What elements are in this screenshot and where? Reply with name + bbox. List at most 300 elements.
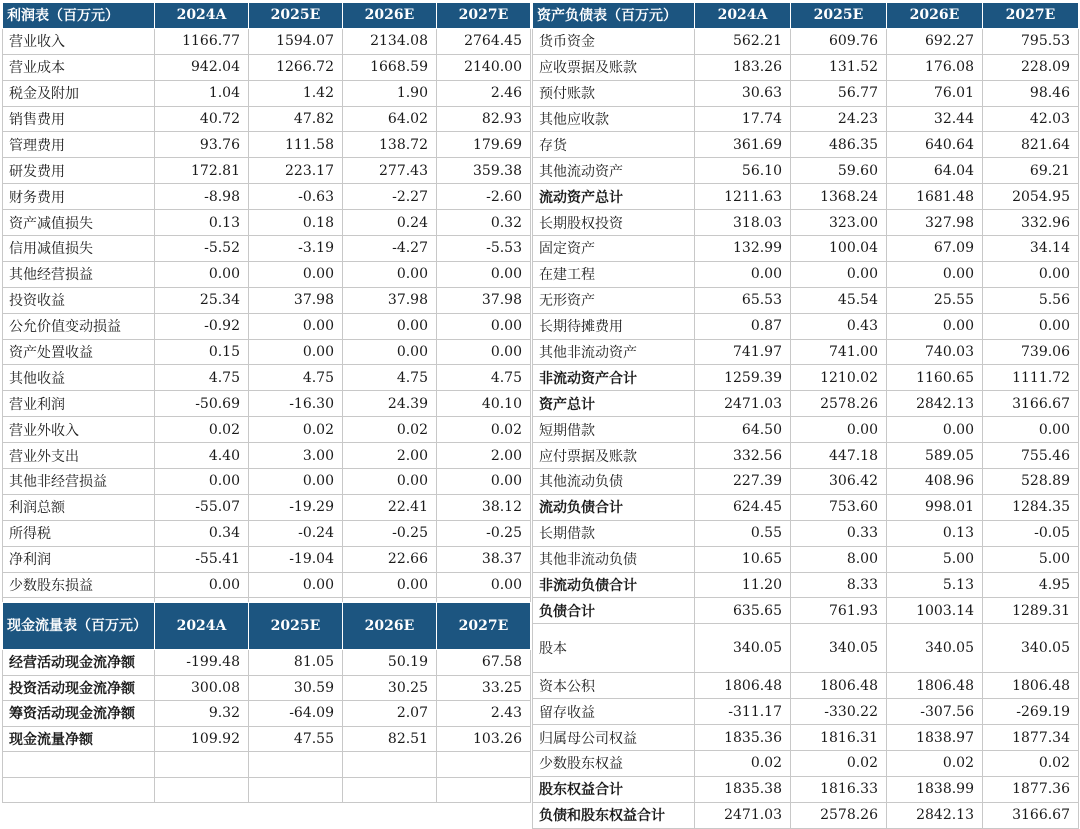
income-row [3,417,531,443]
balance-year-header: 2026E [887,3,983,29]
income-cell: 22.41 [343,494,437,520]
balance-cell: 0.02 [695,751,791,777]
balance-cell: 528.89 [983,469,1079,495]
cashflow-row [3,701,531,727]
balance-cell: 1877.36 [983,776,1079,802]
balance-cell: 5.00 [983,546,1079,572]
cashflow-cell: 67.58 [437,650,531,676]
income-row [3,520,531,546]
income-row [3,210,531,236]
balance-cell: 340.05 [887,624,983,673]
cashflow-empty-cell [249,777,343,803]
balance-row [533,106,1079,132]
cashflow-empty-cell [343,777,437,803]
balance-row [533,469,1079,495]
balance-cell: 0.02 [887,751,983,777]
income-row [3,261,531,287]
balance-cell: -269.19 [983,699,1079,725]
income-cell: 37.98 [249,287,343,313]
income-cell: 37.98 [437,287,531,313]
income-cell: 25.34 [155,287,249,313]
balance-row [533,210,1079,236]
income-cell: -3.19 [249,236,343,262]
balance-cell: 1003.14 [887,598,983,624]
balance-row-label: 其他流动资产 [533,158,695,184]
income-cell: 0.13 [155,210,249,236]
income-cell: -5.53 [437,236,531,262]
income-cell: 4.75 [343,365,437,391]
balance-cell: 132.99 [695,236,791,262]
balance-cell: 562.21 [695,28,791,54]
balance-cell: 56.10 [695,158,791,184]
income-cell: 0.00 [437,469,531,495]
income-year-header: 2024A [155,3,249,29]
income-cell: 40.10 [437,391,531,417]
income-cell: 0.00 [249,313,343,339]
balance-cell: 1816.31 [791,725,887,751]
income-row [3,132,531,158]
balance-cell: 306.42 [791,469,887,495]
balance-cell: 67.09 [887,236,983,262]
balance-cell: 2842.13 [887,802,983,828]
balance-row [533,546,1079,572]
balance-cell: 640.64 [887,132,983,158]
balance-row-label: 预付账款 [533,80,695,106]
income-row-label: 营业外支出 [3,443,155,469]
income-row [3,287,531,313]
cashflow-empty-cell [249,752,343,778]
balance-row-label: 长期股权投资 [533,210,695,236]
cashflow-cell: 33.25 [437,675,531,701]
income-cell: 0.00 [437,261,531,287]
income-cell: 24.39 [343,391,437,417]
balance-row-label: 在建工程 [533,261,695,287]
income-cell: 0.24 [343,210,437,236]
balance-cell: 1160.65 [887,365,983,391]
income-cell: 138.72 [343,132,437,158]
balance-row-label: 流动负债合计 [533,494,695,520]
income-cell: 4.75 [155,365,249,391]
income-row [3,546,531,572]
balance-cell: 635.65 [695,598,791,624]
balance-cell: 0.55 [695,520,791,546]
income-cell: -0.63 [249,184,343,210]
balance-cell: 408.96 [887,469,983,495]
balance-cell: 795.53 [983,28,1079,54]
income-row-label: 营业成本 [3,54,155,80]
income-cell: 0.00 [155,469,249,495]
income-cell: 0.18 [249,210,343,236]
income-year-header: 2026E [343,3,437,29]
income-row [3,106,531,132]
balance-cell: 5.13 [887,572,983,598]
income-row-label: 其他非经营损益 [3,469,155,495]
income-cell: 0.00 [343,313,437,339]
income-cell: 1166.77 [155,28,249,54]
balance-row [533,313,1079,339]
cashflow-row-label: 筹资活动现金流净额 [3,701,155,727]
balance-cell: 42.03 [983,106,1079,132]
cashflow-row-label: 投资活动现金流净额 [3,675,155,701]
balance-cell: 318.03 [695,210,791,236]
income-cell: -4.27 [343,236,437,262]
balance-cell: 761.93 [791,598,887,624]
income-year-header: 2025E [249,3,343,29]
income-row-label: 财务费用 [3,184,155,210]
balance-row [533,520,1079,546]
income-cell: 1.42 [249,80,343,106]
balance-row-label: 其他非流动负债 [533,546,695,572]
income-row-label: 其他收益 [3,365,155,391]
balance-cell: 8.00 [791,546,887,572]
income-row-label: 公允价值变动损益 [3,313,155,339]
cashflow-empty-cell [343,752,437,778]
income-cell: 0.00 [343,572,437,598]
balance-cell: 624.45 [695,494,791,520]
balance-row [533,725,1079,751]
income-statement-table [2,2,531,624]
income-row [3,469,531,495]
balance-cell: 25.55 [887,287,983,313]
balance-row [533,391,1079,417]
balance-cell: 332.56 [695,443,791,469]
balance-row-label: 负债和股东权益合计 [533,802,695,828]
balance-row [533,287,1079,313]
income-cell: 2134.08 [343,28,437,54]
income-cell: 0.00 [343,261,437,287]
income-row-label: 营业外收入 [3,417,155,443]
balance-row-label: 非流动资产合计 [533,365,695,391]
balance-row [533,184,1079,210]
income-cell: 3.00 [249,443,343,469]
balance-row [533,673,1079,699]
cashflow-row [3,675,531,701]
balance-cell: 1111.72 [983,365,1079,391]
income-year-header: 2027E [437,3,531,29]
income-row [3,494,531,520]
income-cell: 1.04 [155,80,249,106]
cashflow-header-row [3,603,531,650]
income-cell: 0.00 [437,572,531,598]
income-cell: 22.66 [343,546,437,572]
balance-row [533,751,1079,777]
cash-flow-table [2,602,531,803]
balance-cell: 1806.48 [983,673,1079,699]
balance-cell: 8.33 [791,572,887,598]
income-cell: -2.60 [437,184,531,210]
income-cell: 0.32 [437,210,531,236]
income-row-label: 所得税 [3,520,155,546]
income-cell: 172.81 [155,158,249,184]
cashflow-title: 现金流量表（百万元） [3,603,155,650]
cashflow-empty-cell [437,777,531,803]
balance-cell: 2471.03 [695,391,791,417]
income-row-label: 净利润 [3,546,155,572]
balance-row-label: 应付票据及账款 [533,443,695,469]
balance-cell: 98.46 [983,80,1079,106]
income-row-label: 销售费用 [3,106,155,132]
balance-row-label: 股东权益合计 [533,776,695,802]
balance-cell: 741.97 [695,339,791,365]
income-row-label: 信用减值损失 [3,236,155,262]
balance-cell: 753.60 [791,494,887,520]
balance-cell: 1211.63 [695,184,791,210]
income-cell: 38.37 [437,546,531,572]
balance-cell: 2578.26 [791,802,887,828]
balance-cell: 17.74 [695,106,791,132]
income-cell: -5.52 [155,236,249,262]
cashflow-cell: 2.07 [343,701,437,727]
income-cell: 38.12 [437,494,531,520]
balance-cell: 131.52 [791,54,887,80]
income-row-label: 投资收益 [3,287,155,313]
cashflow-year-header: 2025E [249,603,343,650]
balance-cell: 10.65 [695,546,791,572]
balance-row [533,443,1079,469]
balance-cell: 1284.35 [983,494,1079,520]
balance-cell: 0.00 [791,261,887,287]
income-cell: 1266.72 [249,54,343,80]
income-cell: 4.75 [437,365,531,391]
balance-cell: -0.05 [983,520,1079,546]
cashflow-row-label: 现金流量净额 [3,726,155,752]
balance-cell: 1806.48 [887,673,983,699]
balance-cell: 2578.26 [791,391,887,417]
balance-row-label: 留存收益 [533,699,695,725]
cashflow-cell: 47.55 [249,726,343,752]
balance-cell: 176.08 [887,54,983,80]
income-cell: 0.00 [249,469,343,495]
income-cell: 942.04 [155,54,249,80]
balance-cell: 3166.67 [983,802,1079,828]
balance-row-label: 其他流动负债 [533,469,695,495]
balance-row [533,158,1079,184]
income-cell: 223.17 [249,158,343,184]
income-row [3,572,531,598]
income-cell: 82.93 [437,106,531,132]
income-cell: 179.69 [437,132,531,158]
cashflow-cell: 30.59 [249,675,343,701]
income-cell: -16.30 [249,391,343,417]
balance-row-label: 短期借款 [533,417,695,443]
balance-cell: 2054.95 [983,184,1079,210]
income-cell: -0.25 [343,520,437,546]
balance-cell: 1838.99 [887,776,983,802]
income-cell: 1668.59 [343,54,437,80]
balance-cell: 692.27 [887,28,983,54]
balance-cell: 32.44 [887,106,983,132]
income-row-label: 管理费用 [3,132,155,158]
balance-year-header: 2027E [983,3,1079,29]
balance-cell: 1838.97 [887,725,983,751]
balance-row [533,494,1079,520]
balance-cell: 0.00 [791,417,887,443]
income-row-label: 资产处置收益 [3,339,155,365]
balance-cell: 332.96 [983,210,1079,236]
balance-row [533,417,1079,443]
balance-row [533,132,1079,158]
income-row-label: 其他经营损益 [3,261,155,287]
balance-cell: 0.00 [983,313,1079,339]
cashflow-row-label: 经营活动现金流净额 [3,650,155,676]
balance-sheet-table [532,2,1079,829]
balance-cell: 5.56 [983,287,1079,313]
balance-cell: 56.77 [791,80,887,106]
income-cell: 2.00 [343,443,437,469]
income-cell: -55.07 [155,494,249,520]
balance-cell: 24.23 [791,106,887,132]
cashflow-empty-cell [437,752,531,778]
income-cell: 359.38 [437,158,531,184]
balance-row [533,598,1079,624]
balance-cell: 2842.13 [887,391,983,417]
balance-cell: 100.04 [791,236,887,262]
balance-cell: 755.46 [983,443,1079,469]
cashflow-empty-cell [155,752,249,778]
income-cell: 0.02 [437,417,531,443]
cashflow-empty-cell [155,777,249,803]
balance-cell: 323.00 [791,210,887,236]
cashflow-cell: 30.25 [343,675,437,701]
cashflow-cell: 81.05 [249,650,343,676]
balance-row [533,624,1079,673]
balance-row [533,365,1079,391]
balance-cell: 0.13 [887,520,983,546]
cashflow-empty-row [3,777,531,803]
balance-row [533,699,1079,725]
balance-row-label: 固定资产 [533,236,695,262]
income-cell: 4.40 [155,443,249,469]
income-row [3,184,531,210]
balance-row [533,236,1079,262]
balance-cell: 327.98 [887,210,983,236]
balance-cell: 183.26 [695,54,791,80]
balance-cell: 1835.36 [695,725,791,751]
balance-row [533,802,1079,828]
balance-cell: 228.09 [983,54,1079,80]
income-row [3,158,531,184]
balance-row-label: 少数股东权益 [533,751,695,777]
balance-row-label: 存货 [533,132,695,158]
income-row-label: 利润总额 [3,494,155,520]
income-cell: 1594.07 [249,28,343,54]
income-cell: -19.04 [249,546,343,572]
balance-cell: 340.05 [791,624,887,673]
income-row-label: 税金及附加 [3,80,155,106]
income-cell: 0.34 [155,520,249,546]
balance-cell: 11.20 [695,572,791,598]
balance-cell: 1835.38 [695,776,791,802]
balance-row [533,339,1079,365]
balance-row-label: 货币资金 [533,28,695,54]
balance-cell: 1368.24 [791,184,887,210]
income-cell: 2.00 [437,443,531,469]
cashflow-cell: 103.26 [437,726,531,752]
cashflow-cell: 50.19 [343,650,437,676]
balance-row-label: 资本公积 [533,673,695,699]
income-row-label: 营业收入 [3,28,155,54]
balance-row [533,776,1079,802]
balance-row-label: 长期借款 [533,520,695,546]
balance-row-label: 非流动负债合计 [533,572,695,598]
cashflow-cell: -64.09 [249,701,343,727]
income-cell: -0.92 [155,313,249,339]
cashflow-row [3,650,531,676]
income-cell: 0.00 [155,572,249,598]
balance-row [533,572,1079,598]
income-cell: -55.41 [155,546,249,572]
balance-cell: -311.17 [695,699,791,725]
balance-cell: 0.00 [983,261,1079,287]
cashflow-cell: 9.32 [155,701,249,727]
balance-title: 资产负债表（百万元） [533,3,695,29]
income-title: 利润表（百万元） [3,3,155,29]
balance-cell: 64.50 [695,417,791,443]
balance-cell: 361.69 [695,132,791,158]
balance-cell: 998.01 [887,494,983,520]
balance-cell: 0.43 [791,313,887,339]
income-row [3,391,531,417]
income-cell: 93.76 [155,132,249,158]
balance-cell: 0.02 [983,751,1079,777]
income-cell: -8.98 [155,184,249,210]
cashflow-cell: 2.43 [437,701,531,727]
balance-cell: 0.33 [791,520,887,546]
cashflow-cell: 109.92 [155,726,249,752]
income-cell: 0.02 [343,417,437,443]
cashflow-empty-row [3,752,531,778]
income-cell: -0.24 [249,520,343,546]
balance-row-label: 无形资产 [533,287,695,313]
balance-cell: 486.35 [791,132,887,158]
income-cell: 47.82 [249,106,343,132]
balance-cell: 3166.67 [983,391,1079,417]
income-row [3,80,531,106]
income-cell: 1.90 [343,80,437,106]
income-cell: -0.25 [437,520,531,546]
balance-cell: 589.05 [887,443,983,469]
income-row [3,313,531,339]
income-cell: 2764.45 [437,28,531,54]
income-cell: 0.00 [437,339,531,365]
income-cell: 0.00 [437,313,531,339]
balance-cell: 65.53 [695,287,791,313]
balance-cell: 447.18 [791,443,887,469]
cashflow-year-header: 2024A [155,603,249,650]
balance-header-row [533,3,1079,29]
cashflow-year-header: 2027E [437,603,531,650]
balance-cell: 1806.48 [791,673,887,699]
income-row [3,339,531,365]
income-cell: 2.46 [437,80,531,106]
income-cell: 0.00 [343,339,437,365]
cashflow-empty-cell [3,752,155,778]
balance-row [533,80,1079,106]
income-cell: 4.75 [249,365,343,391]
income-row-label: 研发费用 [3,158,155,184]
balance-cell: 76.01 [887,80,983,106]
income-row [3,365,531,391]
cashflow-row [3,726,531,752]
balance-cell: 609.76 [791,28,887,54]
income-cell: 0.00 [249,339,343,365]
cashflow-empty-cell [3,777,155,803]
balance-row-label: 负债合计 [533,598,695,624]
income-row [3,28,531,54]
cashflow-cell: 82.51 [343,726,437,752]
balance-row-label: 资产总计 [533,391,695,417]
balance-cell: 1877.34 [983,725,1079,751]
